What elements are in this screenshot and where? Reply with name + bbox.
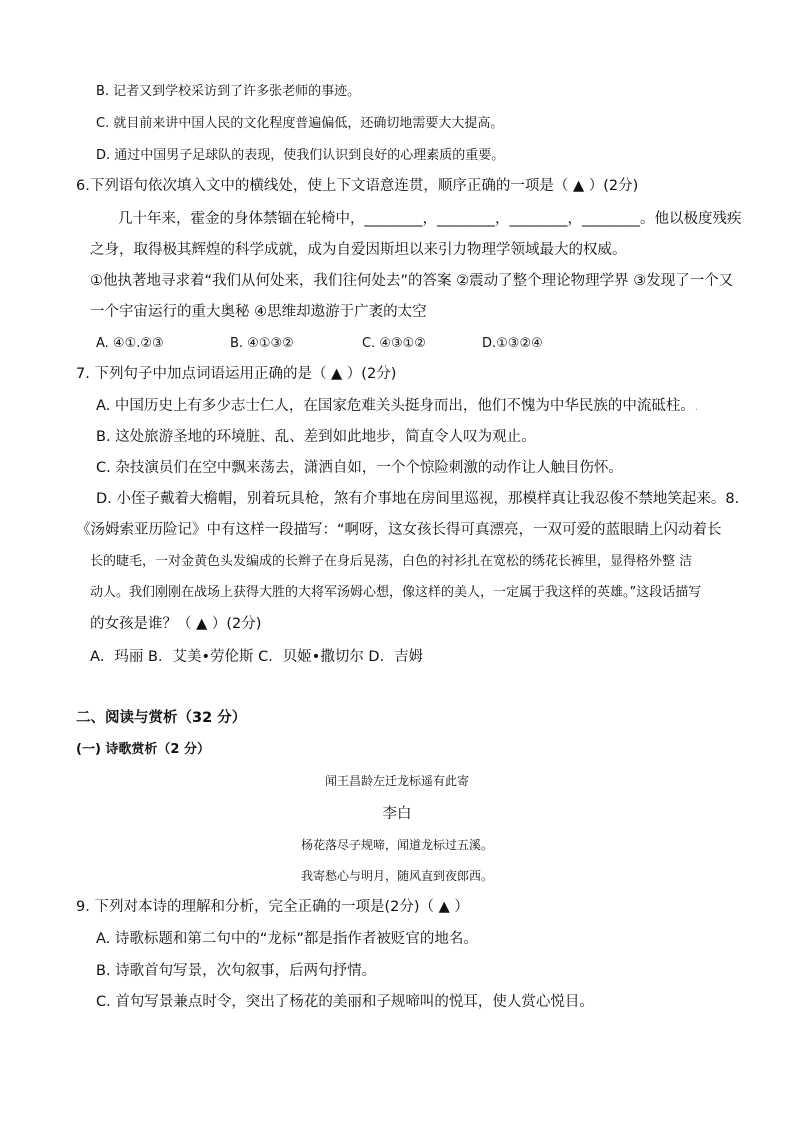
stray-mark: . xyxy=(694,402,699,413)
q5-option-d: D. 通过中国男子足球队的表现，使我们认识到良好的心理素质的重要。 xyxy=(96,148,505,163)
q9-option-a: A. 诗歌标题和第二句中的“龙标”都是指作者被贬官的地名。 xyxy=(96,931,478,947)
q6-options-line2: 一个宇宙运行的重大奥秘 ④思维却遨游于广袤的太空 xyxy=(90,304,427,320)
q6-choice-b: B. ④①③② xyxy=(230,336,294,351)
poem-line2: 我寄愁心与明月，随风直到夜郎西。 xyxy=(300,869,493,883)
q8-line1: 《汤姆索亚历险记》中有这样一段描写：“啊呀，这女孩长得可真漂亮，一双可爱的蓝眼睛上闪动着长 xyxy=(76,522,722,538)
q6-paragraph-line1: 几十年来，霍金的身体禁锢在轮椅中，________，________，________，________。他以极度残疾 xyxy=(118,211,742,227)
q8-line2: 长的睫毛，一对金黄色头发编成的长辫子在身后晃荡，白色的衬衫扎在宽松的绣花长裤里，显得格外整 洁 xyxy=(90,554,693,569)
q6-options-line1: ①他执著地寻求着“我们从何处来，我们往何处去”的答案 ②震动了整个理论物理学界 ③发现了一个又 xyxy=(90,273,734,289)
q7-option-d: D. 小侄子戴着大檐帽，别着玩具枪，煞有介事地在房间里巡视，那模样真让我忍俊不禁地笑起来。8. xyxy=(96,491,740,507)
q9-stem: 9. 下列对本诗的理解和分析，完全正确的一项是(2分)（ ▲ ） xyxy=(76,899,469,915)
q8-line3: 动人。我们刚刚在战场上获得大胜的大将军汤姆心想，像这样的美人，一定属于我这样的英雄。”这段话描写 xyxy=(90,585,702,600)
q7-option-b: B. 这处旅游圣地的环境脏、乱、差到如此地步，简直令人叹为观止。 xyxy=(96,429,536,445)
section-title: 二、阅读与赏析（32 分） xyxy=(76,710,247,726)
q6-choice-d: D.①③②④ xyxy=(482,336,543,351)
q6-stem: 6.下列语句依次填入文中的横线处，使上下文语意连贯，顺序正确的一项是（ ▲ ）(2分) xyxy=(76,178,639,194)
poem-line1: 杨花落尽子规啼，闻道龙标过五溪。 xyxy=(300,838,493,852)
q9-option-b: B. 诗歌首句写景，次句叙事，后两句抒情。 xyxy=(96,963,377,979)
q5-option-b: B. 记者又到学校采访到了许多张老师的事迹。 xyxy=(96,84,361,99)
q5-option-c: C. 就目前来讲中国人民的文化程度普遍偏低，还确切地需要大大提高。 xyxy=(96,116,504,131)
q7-option-a: A. 中国历史上有多少志士仁人，在国家危难关头挺身而出，他们不愧为中华民族的中流砥柱。. xyxy=(96,398,699,414)
q8-choices: A．玛丽 B．艾美•劳伦斯 C．贝姬•撒切尔 D．吉姆 xyxy=(90,649,424,665)
q6-choice-c: C. ④③①② xyxy=(362,336,426,351)
q8-line4: 的女孩是谁？（ ▲ ）(2分) xyxy=(90,616,262,632)
q9-option-c: C. 首句写景兼点时令，突出了杨花的美丽和子规啼叫的悦耳，使人赏心悦目。 xyxy=(96,994,594,1010)
subsection-title: (一) 诗歌赏析（2 分） xyxy=(76,742,210,757)
q6-paragraph-line2: 之身，取得极其辉煌的科学成就，成为自爱因斯坦以来引力物理学领域最大的权威。 xyxy=(90,242,627,258)
q7-option-c: C. 杂技演员们在空中飘来荡去，潇洒自如，一个个惊险刺激的动作让人触目伤怀。 xyxy=(96,460,623,476)
q7-stem: 7. 下列句子中加点词语运用正确的是（ ▲ ）(2分) xyxy=(76,366,397,382)
q6-choice-a: A. ④①.②③ xyxy=(96,336,164,351)
poem-title: 闻王昌龄左迁龙标遥有此寄 xyxy=(324,774,469,788)
poem-author: 李白 xyxy=(382,806,412,822)
